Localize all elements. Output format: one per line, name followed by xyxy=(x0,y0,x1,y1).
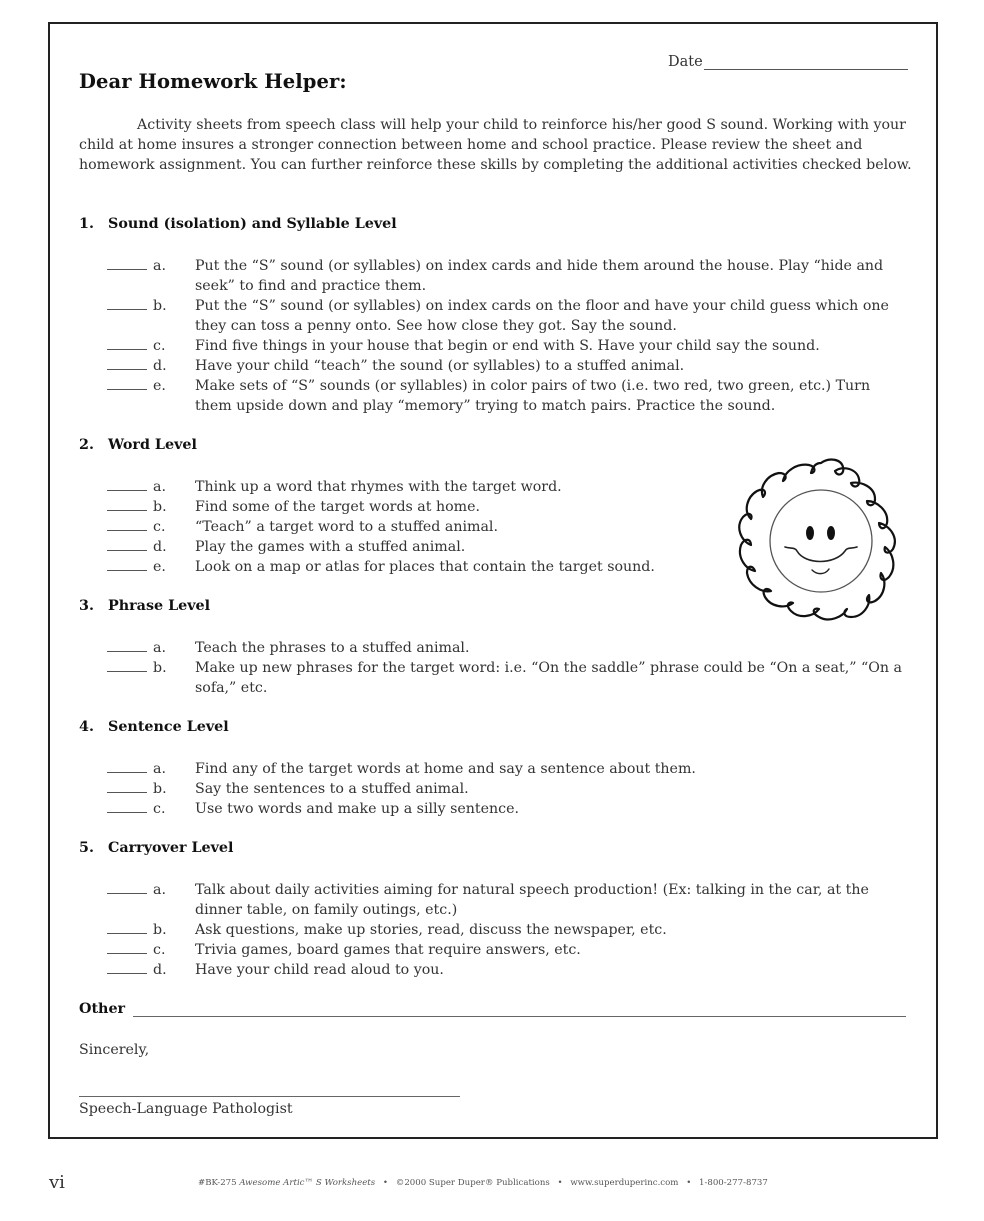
checkbox-blank[interactable] xyxy=(107,389,147,390)
checkbox-blank[interactable] xyxy=(107,812,147,813)
section-title: Phrase Level xyxy=(108,598,211,614)
section-number: 2. xyxy=(79,437,94,453)
activity-item xyxy=(107,799,907,819)
checkbox-blank[interactable] xyxy=(107,570,147,571)
section-title: Sound (isolation) and Syllable Level xyxy=(108,216,397,232)
activity-item xyxy=(107,356,907,376)
section-heading xyxy=(79,719,229,735)
item-text: Ask questions, make up stories, read, discuss the newspaper, etc. xyxy=(195,922,667,938)
footer-separator: • xyxy=(686,1178,692,1188)
footer-separator: • xyxy=(557,1178,563,1188)
item-text: Find some of the target words at home. xyxy=(195,499,481,515)
item-letter: d. xyxy=(153,962,167,978)
checkbox-blank[interactable] xyxy=(107,671,147,672)
section-number: 4. xyxy=(79,719,94,735)
section-heading xyxy=(79,598,210,614)
item-text: Play the games with a stuffed animal. xyxy=(195,539,466,555)
section-heading xyxy=(79,840,233,856)
activity-item xyxy=(107,920,907,940)
activity-item xyxy=(107,376,907,416)
signature-line[interactable] xyxy=(79,1096,460,1097)
other-blank-line[interactable] xyxy=(133,1016,906,1017)
activity-item xyxy=(107,960,907,980)
section-number: 3. xyxy=(79,598,94,614)
activity-item xyxy=(107,256,907,296)
item-letter: c. xyxy=(153,942,166,958)
section-title: Sentence Level xyxy=(108,719,229,735)
activity-item xyxy=(107,517,747,537)
item-letter: b. xyxy=(153,781,167,797)
checkbox-blank[interactable] xyxy=(107,933,147,934)
other-label: Other xyxy=(79,1001,126,1017)
checkbox-blank[interactable] xyxy=(107,792,147,793)
footer-separator: • xyxy=(382,1178,388,1188)
item-letter: b. xyxy=(153,660,167,676)
date-field xyxy=(668,54,908,70)
item-text: Have your child “teach” the sound (or syllables) to a stuffed animal. xyxy=(195,358,685,374)
item-text: Talk about daily activities aiming for natural speech production! (Ex: talking in the car, at the dinner table, on family outings, etc.) xyxy=(195,882,869,919)
sun-left-eye xyxy=(806,526,814,540)
activity-item xyxy=(107,759,907,779)
item-letter: e. xyxy=(153,559,166,575)
checkbox-blank[interactable] xyxy=(107,309,147,310)
item-text: Look on a map or atlas for places that contain the target sound. xyxy=(195,559,655,575)
item-text: Find five things in your house that begin or end with S. Have your child say the sound. xyxy=(195,338,820,354)
item-letter: a. xyxy=(153,479,166,495)
footer-credits xyxy=(198,1178,768,1188)
checkbox-blank[interactable] xyxy=(107,349,147,350)
item-letter: d. xyxy=(153,358,167,374)
sun-right-eye xyxy=(827,526,835,540)
item-letter: a. xyxy=(153,761,166,777)
item-text: Make sets of “S” sounds (or syllables) in color pairs of two (i.e. two red, two green, etc.) Turn them upside down and play “memory” trying to match pairs. Practice the sound. xyxy=(195,378,871,415)
item-letter: a. xyxy=(153,258,166,274)
activity-item xyxy=(107,779,907,799)
intro-text: Activity sheets from speech class will help your child to reinforce his/her good S sound. Working with your child at home insures a stronger connection between home and school practice. Please review the sheet and homework assignment. You can further reinforce these skills by completing the additional activities checked below. xyxy=(79,117,912,173)
product-title: Awesome Artic™ S Worksheets xyxy=(239,1178,376,1188)
item-letter: a. xyxy=(153,882,166,898)
item-letter: d. xyxy=(153,539,167,555)
checkbox-blank[interactable] xyxy=(107,530,147,531)
checkbox-blank[interactable] xyxy=(107,651,147,652)
section-heading xyxy=(79,216,397,232)
item-text: Have your child read aloud to you. xyxy=(195,962,444,978)
checkbox-blank[interactable] xyxy=(107,893,147,894)
activity-item xyxy=(107,477,747,497)
item-text: Teach the phrases to a stuffed animal. xyxy=(195,640,470,656)
checkbox-blank[interactable] xyxy=(107,269,147,270)
item-text: Trivia games, board games that require answers, etc. xyxy=(195,942,581,958)
phone-number: 1-800-277-8737 xyxy=(699,1178,768,1188)
page-number: vi xyxy=(49,1172,65,1193)
checkbox-blank[interactable] xyxy=(107,369,147,370)
item-text: Say the sentences to a stuffed animal. xyxy=(195,781,469,797)
checkbox-blank[interactable] xyxy=(107,510,147,511)
section-heading xyxy=(79,437,197,453)
activity-item xyxy=(107,497,747,517)
section-title: Carryover Level xyxy=(108,840,234,856)
activity-item xyxy=(107,880,907,920)
date-blank-line[interactable] xyxy=(704,55,908,70)
intro-paragraph xyxy=(79,115,915,175)
sincerely-text: Sincerely, xyxy=(79,1042,150,1058)
item-letter: b. xyxy=(153,298,167,314)
copyright: ©2000 Super Duper® Publications xyxy=(395,1178,550,1188)
item-text: Put the “S” sound (or syllables) on index cards and hide them around the house. Play “hide and seek” to find and practice them. xyxy=(195,258,884,295)
date-label: Date xyxy=(668,54,703,70)
checkbox-blank[interactable] xyxy=(107,550,147,551)
website-link[interactable]: www.superduperinc.com xyxy=(570,1178,679,1188)
checkbox-blank[interactable] xyxy=(107,772,147,773)
activity-item xyxy=(107,658,907,698)
smiling-sun-icon xyxy=(733,455,909,623)
item-letter: c. xyxy=(153,801,166,817)
signature-label: Speech-Language Pathologist xyxy=(79,1101,293,1117)
item-letter: c. xyxy=(153,519,166,535)
section-number: 1. xyxy=(79,216,94,232)
item-text: Make up new phrases for the target word: i.e. “On the saddle” phrase could be “On a seat,” “On a sofa,” etc. xyxy=(195,660,902,697)
item-letter: b. xyxy=(153,499,167,515)
activity-item xyxy=(107,638,907,658)
product-code: #BK-275 xyxy=(198,1178,237,1188)
item-text: Think up a word that rhymes with the target word. xyxy=(195,479,562,495)
activity-item xyxy=(107,537,747,557)
checkbox-blank[interactable] xyxy=(107,973,147,974)
activity-item xyxy=(107,296,907,336)
item-text: Put the “S” sound (or syllables) on index cards on the floor and have your child guess which one they can toss a penny onto. See how close they got. Say the sound. xyxy=(195,298,889,335)
activity-item xyxy=(107,557,747,577)
section-title: Word Level xyxy=(108,437,197,453)
item-letter: e. xyxy=(153,378,166,394)
item-text: Use two words and make up a silly sentence. xyxy=(195,801,519,817)
sun-face xyxy=(770,490,872,592)
item-letter: c. xyxy=(153,338,166,354)
item-letter: a. xyxy=(153,640,166,656)
item-text: “Teach” a target word to a stuffed animal. xyxy=(195,519,498,535)
checkbox-blank[interactable] xyxy=(107,953,147,954)
section-number: 5. xyxy=(79,840,94,856)
page-title: Dear Homework Helper: xyxy=(79,70,347,93)
item-letter: b. xyxy=(153,922,167,938)
item-text: Find any of the target words at home and say a sentence about them. xyxy=(195,761,696,777)
checkbox-blank[interactable] xyxy=(107,490,147,491)
activity-item xyxy=(107,336,907,356)
activity-item xyxy=(107,940,907,960)
